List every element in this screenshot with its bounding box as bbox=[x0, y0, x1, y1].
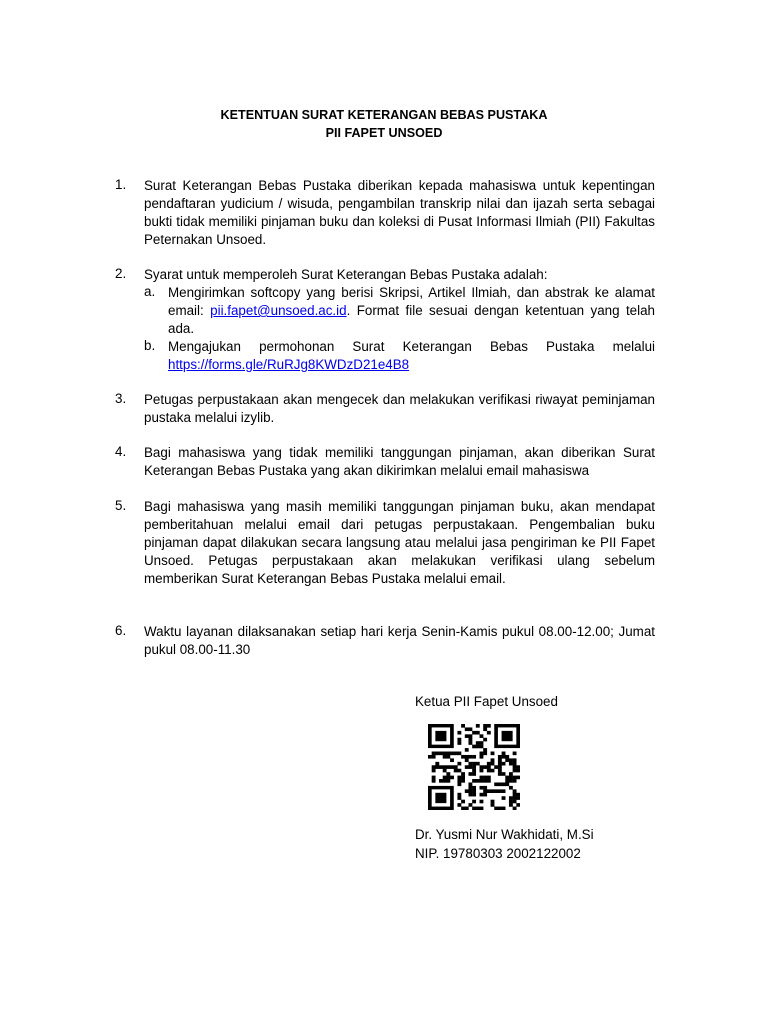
list-item-4 bbox=[115, 444, 655, 480]
form-link[interactable]: https://forms.gle/RuRJg8KWDzD21e4B8 bbox=[168, 357, 410, 372]
list-item-2 bbox=[115, 266, 655, 374]
signatory-nip: NIP. 19780303 2002122002 bbox=[415, 846, 581, 861]
list-item-text: Bagi mahasiswa yang masih memiliki tanggungan pinjaman buku, akan mendapat pemberitahuan melalui email dari petugas perpustakaan. Pengembalian buku pinjaman dapat dilakukan secara langsung atau melalui jasa pengiriman ke PII Fapet Unsoed. Petugas perpustakaan akan melakukan verifikasi ulang sebelum memberikan Surat Keterangan Bebas Pustaka melalui email. bbox=[144, 499, 655, 586]
email-link[interactable]: pii.fapet@unsoed.ac.id bbox=[210, 303, 347, 318]
sub-item-text: Mengirimkan softcopy yang berisi Skripsi, Artikel Ilmiah, dan abstrak ke alamat email: pii.fapet@unsoed.ac.id. Format file sesuai dengan ketentuan yang telah ada. bbox=[168, 285, 655, 336]
list-item-text: Petugas perpustakaan akan mengecek dan melakukan verifikasi riwayat peminjaman pustaka melalui izylib. bbox=[144, 392, 655, 425]
sub-item-label: a. bbox=[144, 284, 156, 299]
sub-item-b bbox=[144, 338, 655, 374]
list-item-text: Waktu layanan dilaksanakan setiap hari kerja Senin-Kamis pukul 08.00-12.00; Jumat pukul 08.00-11.30 bbox=[144, 624, 655, 657]
signatory-name: Dr. Yusmi Nur Wakhidati, M.Si bbox=[415, 827, 594, 842]
list-item-number: 1. bbox=[115, 177, 127, 192]
signatory-position: Ketua PII Fapet Unsoed bbox=[415, 694, 558, 709]
list-item-number: 2. bbox=[115, 266, 127, 281]
sub-item-label: b. bbox=[144, 338, 156, 353]
list-item-text: Syarat untuk memperoleh Surat Keterangan Bebas Pustaka adalah: bbox=[144, 267, 548, 282]
list-item-1 bbox=[115, 177, 655, 249]
sub-item-a bbox=[144, 284, 655, 338]
list-item-5 bbox=[115, 498, 655, 588]
list-item-number: 6. bbox=[115, 623, 127, 638]
list-item-text: Bagi mahasiswa yang tidak memiliki tanggungan pinjaman, akan diberikan Surat Keterangan Bebas Pustaka yang akan dikirimkan melalui email mahasiswa bbox=[144, 445, 655, 478]
document-title-line1: KETENTUAN SURAT KETERANGAN BEBAS PUSTAKA bbox=[220, 108, 548, 122]
list-item-text: Surat Keterangan Bebas Pustaka diberikan kepada mahasiswa untuk kepentingan pendaftaran yudicium / wisuda, pengambilan transkrip nilai dan ijazah serta sebagai bukti tidak memiliki pinjaman buku dan koleksi di Pusat Informasi Ilmiah (PII) Fakultas Peternakan Unsoed. bbox=[144, 178, 655, 247]
sub-item-text: Mengajukan permohonan Surat Keterangan Bebas Pustaka melalui https://forms.gle/RuRJg8KWDzD21e4B8 bbox=[168, 339, 655, 372]
list-item-number: 5. bbox=[115, 498, 127, 513]
qr-code-icon bbox=[428, 724, 520, 810]
list-item-3 bbox=[115, 391, 655, 427]
list-item-6 bbox=[115, 623, 655, 659]
document-title-line2: PII FAPET UNSOED bbox=[325, 126, 443, 140]
list-item-number: 3. bbox=[115, 391, 127, 406]
list-item-number: 4. bbox=[115, 444, 127, 459]
